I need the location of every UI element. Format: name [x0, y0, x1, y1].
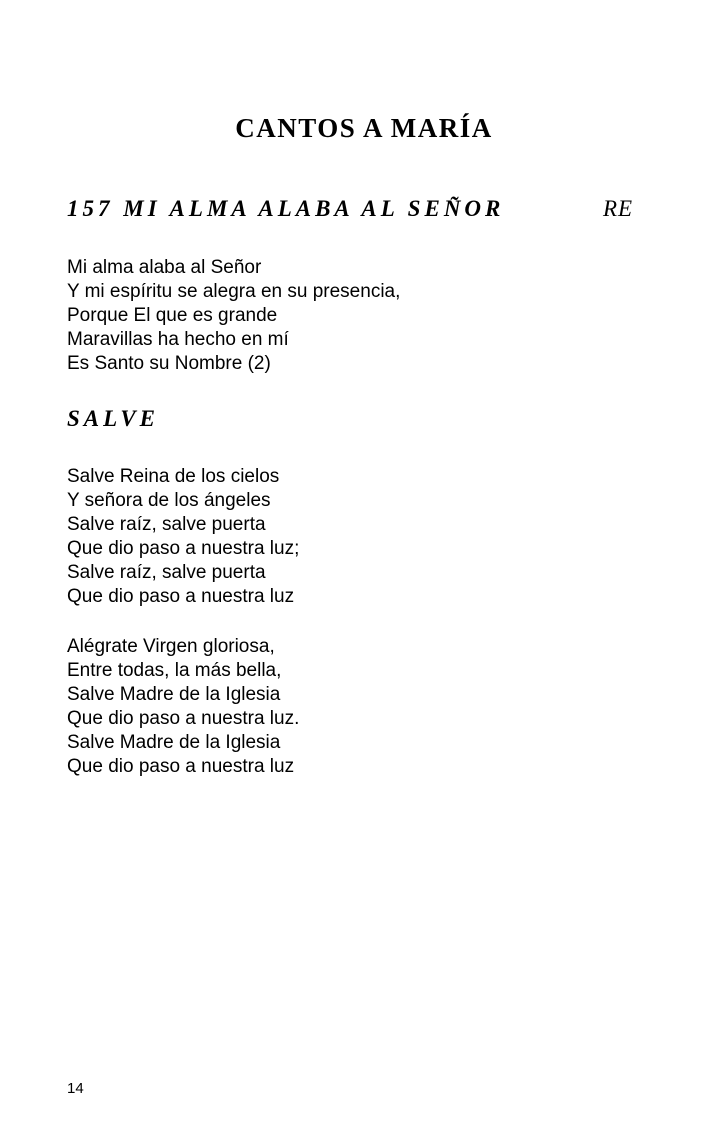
lyric-line: Y mi espíritu se alegra en su presencia,	[67, 281, 401, 302]
lyric-line: Porque El que es grande	[67, 305, 278, 326]
stanza-mi-alma-1	[67, 256, 400, 376]
lyric-line: Alégrate Virgen gloriosa,	[67, 636, 275, 657]
lyric-line: Salve raíz, salve puerta	[67, 514, 266, 535]
lyric-line: Salve Madre de la Iglesia	[67, 732, 281, 753]
lyric-line: Mi alma alaba al Señor	[67, 257, 262, 278]
lyric-line: Que dio paso a nuestra luz.	[67, 708, 300, 729]
lyric-line: Salve Reina de los cielos	[67, 466, 280, 487]
lyric-line: Que dio paso a nuestra luz	[67, 756, 295, 777]
song-heading-mi-alma: 157 MI ALMA ALABA AL SEÑOR	[67, 196, 505, 221]
page-number: 14	[67, 1080, 84, 1097]
lyric-line: Salve raíz, salve puerta	[67, 562, 266, 583]
song-heading-salve: SALVE	[67, 406, 160, 431]
lyric-line: Que dio paso a nuestra luz;	[67, 538, 300, 559]
song-key: RE	[603, 196, 634, 221]
lyric-line: Maravillas ha hecho en mí	[67, 329, 289, 350]
lyric-line: Salve Madre de la Iglesia	[67, 684, 281, 705]
stanza-salve-2	[67, 635, 299, 779]
page-title: CANTOS A MARÍA	[235, 113, 493, 143]
stanza-salve-1	[67, 465, 299, 609]
lyric-line: Es Santo su Nombre (2)	[67, 353, 271, 374]
lyric-line: Y señora de los ángeles	[67, 490, 271, 511]
lyric-line: Que dio paso a nuestra luz	[67, 586, 295, 607]
lyric-line: Entre todas, la más bella,	[67, 660, 282, 681]
